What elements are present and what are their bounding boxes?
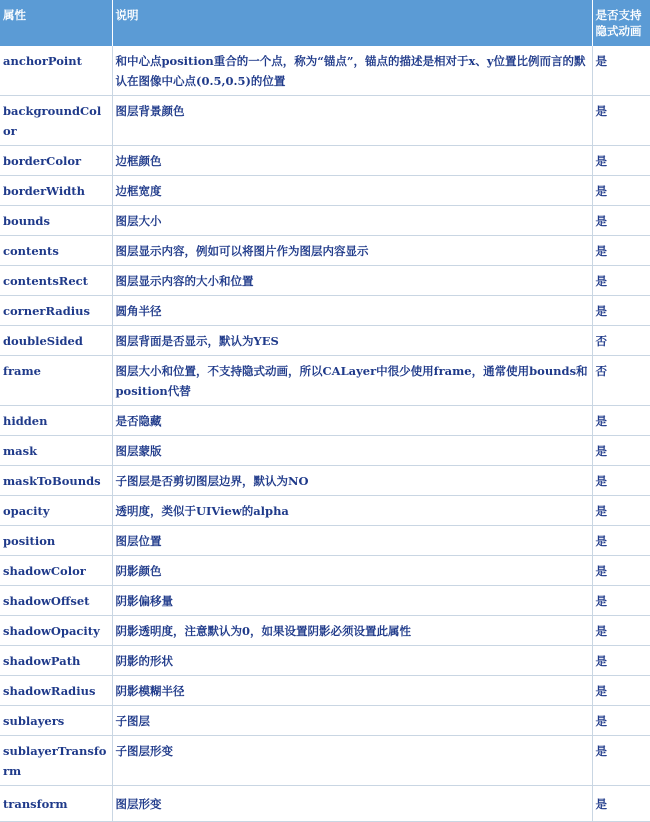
description-cell: 圆角半径 <box>112 296 592 326</box>
property-cell: hidden <box>0 406 112 436</box>
description-cell: 图层大小和位置，不支持隐式动画，所以CALayer中很少使用frame，通常使用bounds和position代替 <box>112 356 592 406</box>
property-cell: frame <box>0 356 112 406</box>
property-cell: shadowPath <box>0 646 112 676</box>
implicit-animation-cell: 是 <box>592 466 650 496</box>
description-cell: 子图层形变 <box>112 736 592 786</box>
description-cell: 图层形变 <box>112 786 592 822</box>
implicit-animation-cell: 是 <box>592 206 650 236</box>
implicit-animation-cell: 是 <box>592 676 650 706</box>
description-cell: 图层显示内容，例如可以将图片作为图层内容显示 <box>112 236 592 266</box>
implicit-animation-cell: 否 <box>592 326 650 356</box>
implicit-animation-cell: 是 <box>592 586 650 616</box>
table-row <box>0 406 650 436</box>
table-row <box>0 96 650 146</box>
description-cell: 图层显示内容的大小和位置 <box>112 266 592 296</box>
implicit-animation-cell: 是 <box>592 556 650 586</box>
implicit-animation-cell: 是 <box>592 646 650 676</box>
property-cell: doubleSided <box>0 326 112 356</box>
property-cell: bounds <box>0 206 112 236</box>
description-cell: 是否隐藏 <box>112 406 592 436</box>
property-cell: borderWidth <box>0 176 112 206</box>
description-cell: 阴影模糊半径 <box>112 676 592 706</box>
property-cell: cornerRadius <box>0 296 112 326</box>
implicit-animation-cell: 是 <box>592 266 650 296</box>
description-cell: 和中心点position重合的一个点，称为“锚点”，锚点的描述是相对于x、y位置比例而言的默认在图像中心点(0.5,0.5)的位置 <box>112 46 592 96</box>
implicit-animation-cell: 是 <box>592 146 650 176</box>
property-cell: position <box>0 526 112 556</box>
implicit-animation-cell: 是 <box>592 436 650 466</box>
property-cell: backgroundColor <box>0 96 112 146</box>
table-row <box>0 466 650 496</box>
header-implicit-animation: 是否支持隐式动画 <box>592 0 650 46</box>
description-cell: 透明度，类似于UIView的alpha <box>112 496 592 526</box>
table-row <box>0 586 650 616</box>
table-row <box>0 176 650 206</box>
table-row <box>0 706 650 736</box>
property-cell: transform <box>0 786 112 822</box>
property-cell: maskToBounds <box>0 466 112 496</box>
property-cell: sublayers <box>0 706 112 736</box>
table-row <box>0 236 650 266</box>
property-cell: shadowRadius <box>0 676 112 706</box>
description-cell: 图层大小 <box>112 206 592 236</box>
table-row <box>0 556 650 586</box>
description-cell: 子图层是否剪切图层边界，默认为NO <box>112 466 592 496</box>
table-row <box>0 356 650 406</box>
table-row <box>0 206 650 236</box>
table-row <box>0 146 650 176</box>
header-description: 说明 <box>112 0 592 46</box>
description-cell: 阴影颜色 <box>112 556 592 586</box>
property-cell: contentsRect <box>0 266 112 296</box>
implicit-animation-cell: 是 <box>592 786 650 822</box>
table-row <box>0 616 650 646</box>
description-cell: 阴影透明度，注意默认为0，如果设置阴影必须设置此属性 <box>112 616 592 646</box>
description-cell: 阴影的形状 <box>112 646 592 676</box>
property-cell: shadowColor <box>0 556 112 586</box>
table-row <box>0 676 650 706</box>
table-row <box>0 436 650 466</box>
property-cell: opacity <box>0 496 112 526</box>
description-cell: 阴影偏移量 <box>112 586 592 616</box>
implicit-animation-cell: 是 <box>592 96 650 146</box>
table-body <box>0 46 650 822</box>
description-cell: 子图层 <box>112 706 592 736</box>
description-cell: 图层位置 <box>112 526 592 556</box>
description-cell: 边框颜色 <box>112 146 592 176</box>
header-property: 属性 <box>0 0 112 46</box>
table-row <box>0 46 650 96</box>
implicit-animation-cell: 是 <box>592 496 650 526</box>
implicit-animation-cell: 是 <box>592 706 650 736</box>
table-row <box>0 646 650 676</box>
property-cell: shadowOffset <box>0 586 112 616</box>
implicit-animation-cell: 否 <box>592 356 650 406</box>
table-row <box>0 786 650 822</box>
property-cell: mask <box>0 436 112 466</box>
table-row <box>0 296 650 326</box>
description-cell: 图层蒙版 <box>112 436 592 466</box>
table-row <box>0 526 650 556</box>
implicit-animation-cell: 是 <box>592 236 650 266</box>
property-cell: contents <box>0 236 112 266</box>
implicit-animation-cell: 是 <box>592 526 650 556</box>
description-cell: 图层背景颜色 <box>112 96 592 146</box>
implicit-animation-cell: 是 <box>592 736 650 786</box>
description-cell: 图层背面是否显示，默认为YES <box>112 326 592 356</box>
implicit-animation-cell: 是 <box>592 296 650 326</box>
table-row <box>0 266 650 296</box>
table-row <box>0 736 650 786</box>
property-cell: anchorPoint <box>0 46 112 96</box>
property-cell: sublayerTransform <box>0 736 112 786</box>
implicit-animation-cell: 是 <box>592 616 650 646</box>
implicit-animation-cell: 是 <box>592 46 650 96</box>
implicit-animation-cell: 是 <box>592 176 650 206</box>
property-cell: borderColor <box>0 146 112 176</box>
property-cell: shadowOpacity <box>0 616 112 646</box>
table-row <box>0 496 650 526</box>
table-row <box>0 326 650 356</box>
description-cell: 边框宽度 <box>112 176 592 206</box>
implicit-animation-cell: 是 <box>592 406 650 436</box>
table-header-row <box>0 0 650 46</box>
